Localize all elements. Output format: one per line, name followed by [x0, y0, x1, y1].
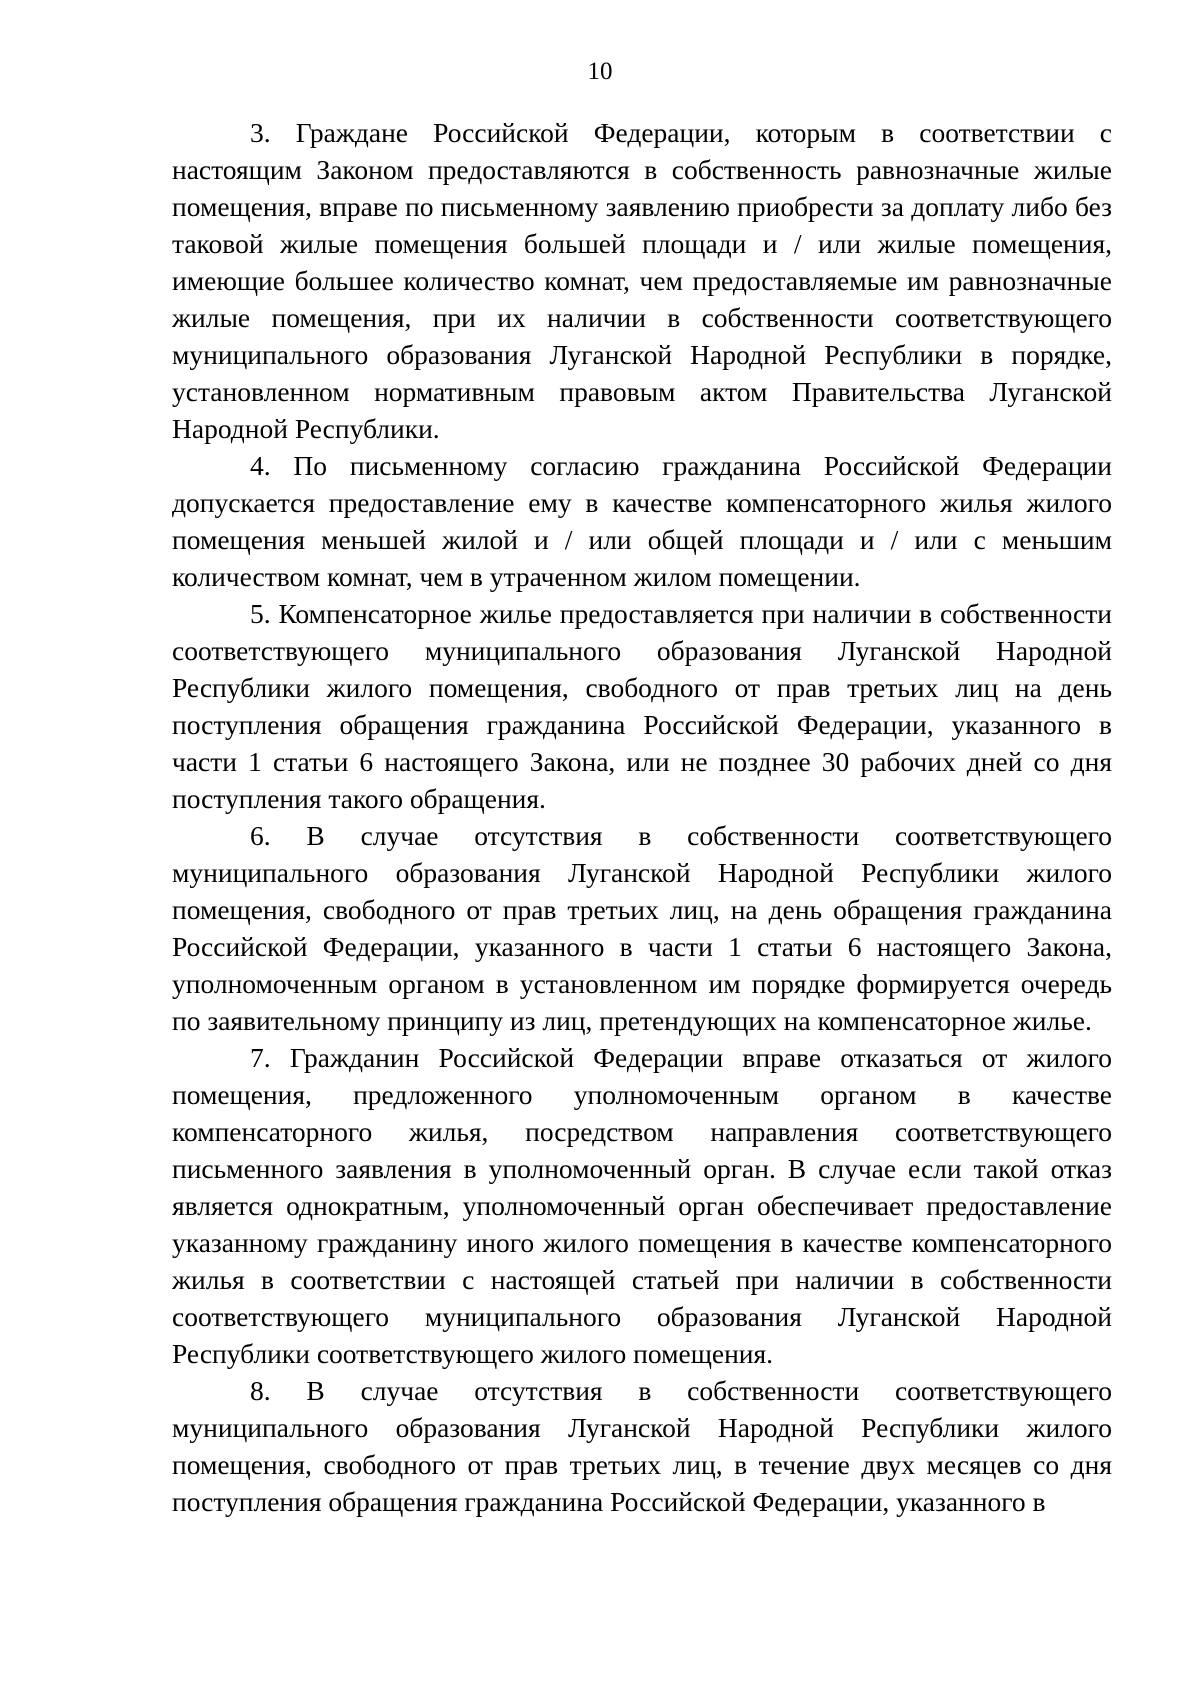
paragraph-5: 5. Компенсаторное жилье предоставляется при наличии в собственности соответствующего муниципального образования Луганской Народной Республики жилого помещения, свободного от прав третьих лиц на день поступления обращения гражданина Российской Федерации, указанного в части 1 статьи 6 настоящего Закона, или не позднее 30 рабочих дней со дня поступления такого обращения.	[172, 598, 1112, 814]
paragraph-3: 3. Граждане Российской Федерации, которым в соответствии с настоящим Законом предоставляются в собственность равнозначные жилые помещения, вправе по письменному заявлению приобрести за доплату либо без таковой жилые помещения большей площади и / или жилые помещения, имеющие большее количество комнат, чем предоставляемые им равнозначные жилые помещения, при их наличии в собственности соответствующего муниципального образования Луганской Народной Республики в порядке, установленном нормативным правовым актом Правительства Луганской Народной Республики.	[172, 117, 1112, 444]
paragraph-6: 6. В случае отсутствия в собственности соответствующего муниципального образования Луганской Народной Республики жилого помещения, свободного от прав третьих лиц, на день обращения гражданина Российской Федерации, указанного в части 1 статьи 6 настоящего Закона, уполномоченным органом в установленном им порядке формируется очередь по заявительному принципу из лиц, претендующих на компенсаторное жилье.	[172, 820, 1112, 1036]
page-number: 10	[587, 58, 613, 85]
paragraph-7: 7. Гражданин Российской Федерации вправе отказаться от жилого помещения, предложенного уполномоченным органом в качестве компенсаторного жилья, посредством направления соответствующего письменного заявления в уполномоченный орган. В случае если такой отказ является однократным, уполномоченный орган обеспечивает предоставление указанному гражданину иного жилого помещения в качестве компенсаторного жилья в соответствии с настоящей статьей при наличии в собственности соответствующего муниципального образования Луганской Народной Республики соответствующего жилого помещения.	[172, 1042, 1112, 1369]
document-body	[172, 114, 1112, 1520]
paragraph-4: 4. По письменному согласию гражданина Российской Федерации допускается предоставление ему в качестве компенсаторного жилья жилого помещения меньшей жилой и / или общей площади и / или с меньшим количеством комнат, чем в утраченном жилом помещении.	[172, 450, 1112, 592]
paragraph-8: 8. В случае отсутствия в собственности соответствующего муниципального образования Луганской Народной Республики жилого помещения, свободного от прав третьих лиц, в течение двух месяцев со дня поступления обращения гражданина Российской Федерации, указанного в	[172, 1375, 1112, 1517]
